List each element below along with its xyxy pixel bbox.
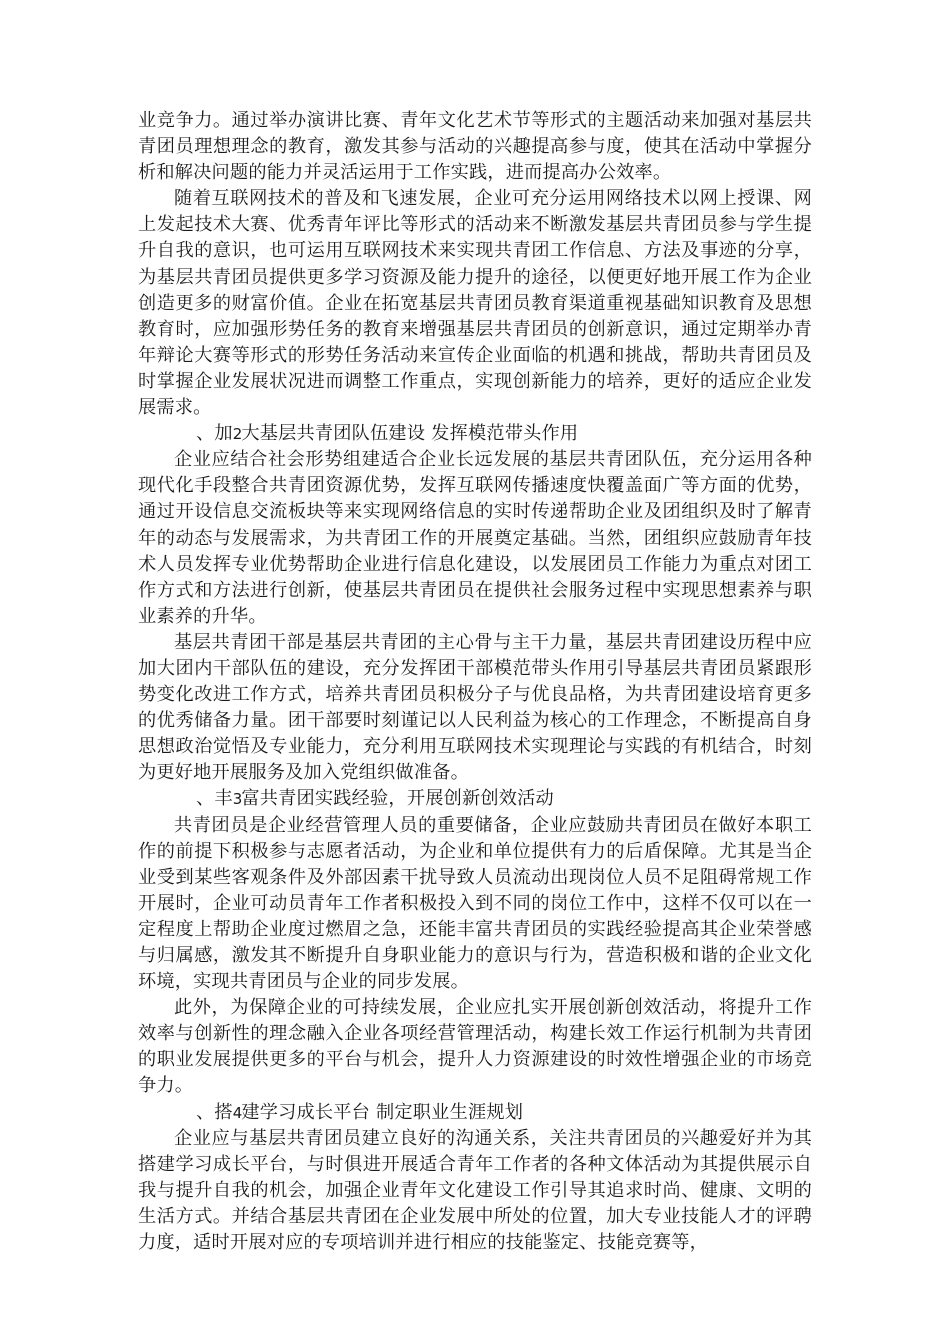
document-page (138, 108, 812, 1256)
section-heading (138, 421, 812, 447)
paragraph: 此外，为保障企业的可持续发展，企业应扎实开展创新创效活动，将提升工作效率与创新性的理念融入企业各项经营管理活动，构建长效工作运行机制为共青团的职业发展提供更多的平台与机会，提升人力资源建设的时效性增强企业的市场竞争力。 (138, 997, 812, 1097)
section-heading (138, 1100, 812, 1126)
heading-number: 4 (232, 1103, 242, 1122)
paragraph: 基层共青团干部是基层共青团的主心骨与主干力量，基层共青团建设历程中应加大团内干部队伍的建设，充分发挥团干部模范带头作用引导基层共青团员紧跟形势变化改进工作方式，培养共青团员积极分子与优良品格，为共青团建设培育更多的优秀储备力量。团干部要时刻谨记以人民利益为核心的工作理念，不断提高自身思想政治觉悟及专业能力，充分利用互联网技术实现理论与实践的有机结合，时刻为更好地开展服务及加入党组织做准备。 (138, 631, 812, 784)
heading-text: 富共青团实践经验，开展创新创效活动 (241, 788, 554, 810)
paragraph: 随着互联网技术的普及和飞速发展，企业可充分运用网络技术以网上授课、网上发起技术大赛、优秀青年评比等形式的活动来不断激发基层共青团员参与学生提升自我的意识，也可运用互联网技术来实现共青团工作信息、方法及事迹的分享，为基层共青团员提供更多学习资源及能力提升的途径，以便更好地开展工作为企业创造更多的财富价值。企业在拓宽基层共青团员教育渠道重视基础知识教育及思想教育时，应加强形势任务的教育来增强基层共青团员的创新意识，通过定期举办青年辩论大赛等形式的形势任务活动来宣传企业面临的机遇和挑战，帮助共青团员及时掌握企业发展状况进而调整工作重点，实现创新能力的培养，更好的适应企业发展需求。 (138, 188, 812, 419)
paragraph: 共青团员是企业经营管理人员的重要储备，企业应鼓励共青团员在做好本职工作的前提下积极参与志愿者活动，为企业和单位提供有力的后盾保障。尤其是当企业受到某些客观条件及外部因素干扰导致人员流动出现岗位人员不足阻碍常规工作开展时，企业可动员青年工作者积极投入到不同的岗位工作中，这样不仅可以在一定程度上帮助企业度过燃眉之急，还能丰富共青团员的实践经验提高其企业荣誉感与归属感，激发其不断提升自身职业能力的意识与行为，营造积极和谐的企业文化环境，实现共青团员与企业的同步发展。 (138, 814, 812, 993)
paragraph: 业竞争力。通过举办演讲比赛、青年文化艺术节等形式的主题活动来加强对基层共青团员理想理念的教育，激发其参与活动的兴趣提高参与度，使其在活动中掌握分析和解决问题的能力并灵活运用于工作实践，进而提高办公效率。 (138, 110, 812, 184)
heading-prefix: 、加 (196, 423, 233, 445)
heading-number: 2 (232, 425, 242, 444)
paragraph: 企业应结合社会形势组建适合企业长远发展的基层共青团队伍，充分运用各种现代化手段整合共青团资源优势，发挥互联网传播速度快覆盖面广等方面的优势，通过开设信息交流板块等来实现网络信息的实时传递帮助企业及团组织及时了解青年的动态与发展需求，为共青团工作的开展奠定基础。当然，团组织应鼓励青年技术人员发挥专业优势帮助企业进行信息化建设，以发展团员工作能力为重点对团工作方式和方法进行创新，使基层共青团员在提供社会服务过程中实现思想素养与职业素养的升华。 (138, 449, 812, 627)
heading-text: 建学习成长平台 制定职业生涯规划 (241, 1101, 524, 1123)
heading-text: 大基层共青团队伍建设 发挥模范带头作用 (241, 423, 579, 445)
heading-prefix: 、丰 (196, 788, 233, 810)
heading-prefix: 、搭 (196, 1101, 233, 1123)
paragraph: 企业应与基层共青团员建立良好的沟通关系，关注共青团员的兴趣爱好并为其搭建学习成长平台，与时俱进开展适合青年工作者的各种文体活动为其提供展示自我与提升自我的机会，加强企业青年文化建设工作引导其追求时尚、健康、文明的生活方式。并结合基层共青团在企业发展中所处的位置，加大专业技能人才的评聘力度，适时开展对应的专项培训并进行相应的技能鉴定、技能竞赛等， (138, 1127, 812, 1254)
heading-number: 3 (232, 790, 242, 809)
section-heading (138, 786, 812, 812)
